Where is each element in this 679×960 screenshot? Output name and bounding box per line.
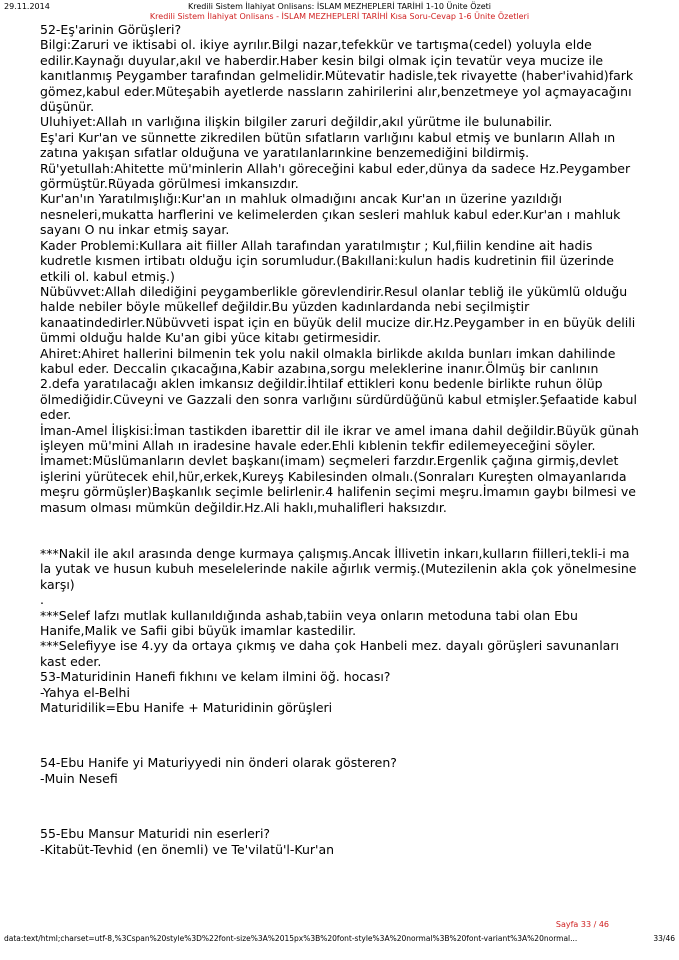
- note-selefiyye: ***Selefiyye ise 4.yy da ortaya çıkmış ve daha çok Hanbeli mez. dayalı görüşleri savunanları kast eder.: [40, 638, 619, 669]
- paragraph-kader: Kader Problemi:Kullara ait fiiller Allah tarafından yaratılmıştır ; Kul,fiilin kendine ait hadis kudretle kısmen irtibatı olduğu için sorumludur.(Bakıllani:kulun hadis kudretinin fiil üzerinde etkili ol. kabul etmiş.): [40, 237, 614, 284]
- paragraph-bilgi: Bilgi:Zaruri ve iktisabi ol. ikiye ayrılır.Bilgi nazar,tefekkür ve tartışma(cedel) yoluyla elde edilir.Kaynağı duyular,akıl ve haberdir.Haber kesin bilgi olmak için tevatür veya mucize ile kanıtlanmış Peygamber tarafından gelmelidir.Mütevatir hadisle,tek rivayette (haber'ivahid)fark gömez,kabul eder.Müteşabih ayetlerde nassların zahirilerini alır,benzetmeye yol açmayacağını düşünür.: [40, 37, 634, 115]
- document-subtitle: Kredili Sistem İlahiyat Onlisans - İSLAM MEZHEPLERİ TARİHİ Kısa Soru-Cevap 1-6 Ünite Özetleri: [149, 12, 530, 21]
- print-date: 29.11.2014: [4, 2, 50, 11]
- paragraph-nubuvvet: Nübüvvet:Allah dilediğini peygamberlikle görevlendirir.Resul olanlar tebliğ ile yükümlü olduğu halde nebiler böyle mükellef değildir.Bu yüzden kadınlardanda nebi seçilmiştir kanaatindedirler.Nübüvveti ispat için en büyük delil mucize dir.Hz.Peygamber in en büyük delili ümmi olduğu halde Ku'an gibi yüce kitabı getirmesidir.: [40, 283, 636, 346]
- note-selef: ***Selef lafzı mutlak kullanıldığında ashab,tabiin veya onların metoduna tabi olan Ebu Hanife,Malik ve Safii gibi büyük imamlar kastedilir.: [40, 607, 578, 639]
- question-55: 55-Ebu Mansur Maturidi nin eserleri?: [40, 826, 271, 842]
- question-52: 52-Eş'arinin Görüşleri?: [40, 22, 182, 37]
- note-nakil-akil: ***Nakil ile akıl arasında denge kurmaya çalışmış.Ancak İllivetin inkarı,kulların fiilleri,tekli-i ma la yutak ve husun kubuh meselelerinde nakile ağırlık vermiş.(Mutezilenin akla çok yönelmesine karşı): [40, 546, 637, 592]
- question-54: 54-Ebu Hanife yi Maturiyyedi nin önderi olarak gösteren?: [40, 755, 397, 771]
- spacer: [40, 786, 640, 826]
- answer-53: -Yahya el-Belhi: [40, 684, 130, 700]
- paragraph-sifatlar: Eş'ari Kur'an ve sünnette zikredilen bütün sıfatların varlığını kabul etmiş ve bunların Allah ın zatına yakışan sıfatlar olduğuna ve yaratılanlarınkine benzemediğini bildirmiş.: [40, 129, 616, 161]
- paragraph-kuran: Kur'an'ın Yaratılmışlığı:Kur'an ın mahluk olmadığını ancak Kur'an ın üzerine yazıldığı nesneleri,mukatta harflerini ve kelimelerden çıkan sesleri mahluk kabul eder.Kur'an ı mahluk sayanı O nu inkar etmiş sayar.: [40, 191, 621, 238]
- note-dot: .: [40, 592, 44, 608]
- paragraph-ahiret: Ahiret:Ahiret hallerini bilmenin tek yolu nakil olmakla birlikde akılda bunları imkan dahilinde kabul eder. Deccalin çıkacağına,Kabir azabına,sorgu meleklerine inanır.Ölmüş bir canlının 2.defa yaratılacağı aklen imkansız değildir.İhtilaf ettikleri konu bedenle birlikte ruhun ölüp ölmediğidir.Cüveyni ve Gazzali den sonra varlığını sürdürdüğünü kabul etmişler.Şefaatide kabul eder.: [40, 345, 637, 423]
- question-53: 53-Maturidinin Hanefi fıkhını ve kelam ilmini öğ. hocası?: [40, 669, 391, 685]
- print-footer-page: 33/46: [653, 934, 675, 943]
- document-body: [40, 22, 640, 857]
- paragraph-ruyetullah: Rü'yetullah:Ahitette mü'minlerin Allah'ı göreceğini kabul eder,dünya da sadece Hz.Peygamber görmüştür.Rüyada görülmesi imkansızdır.: [40, 160, 631, 192]
- answer-55: -Kitabüt-Tevhid (en önemli) ve Te'vilatü'l-Kur'an: [40, 841, 335, 857]
- paragraph-uluhiyet: Uluhiyet:Allah ın varlığına ilişkin bilgiler zaruri değildir,akıl yürütme ile bulunabilir.: [40, 114, 553, 130]
- answer-54: -Muin Nesefi: [40, 770, 118, 786]
- spacer: [40, 715, 640, 755]
- page-counter: Sayfa 33 / 46: [555, 920, 609, 929]
- print-footer-url: data:text/html;charset=utf-8,%3Cspan%20style%3D%22font-size%3A%2015px%3B%20font-style%3A%20normal%3B%20font-variant%3A%20normal...: [4, 934, 578, 943]
- paragraph-iman-amel: İman-Amel İlişkisi:İman tastikden ibarettir dil ile ikrar ve amel imana dahil değildir.Büyük günah işleyen mü'mini Allah ın iradesine havale eder.Ehli kıblenin tekfir edilemeyeceğini söyler.: [40, 422, 639, 453]
- print-header-title: Kredili Sistem İlahiyat Onlisans: İSLAM MEZHEPLERİ TARİHİ 1-10 Ünite Özeti: [188, 2, 491, 11]
- paragraph-imamet: İmamet:Müslümanların devlet başkanı(imam) seçmeleri farzdır.Ergenlik çağına girmiş,devlet işlerini yürütecek ehil,hür,erkek,Kureyş Kabilesinden olmalı.(Sonraları Kureşten olmayanlarıda meşru görmüşler)Başkanlık seçimle belirlenir.4 halifenin seçimi meşru.İmamın gaybı bilmesi ve masum olması mümkün değildir.Hz.Ali haklı,muhalifleri haksızdır.: [40, 453, 636, 515]
- spacer: [40, 515, 640, 546]
- maturidilik-formula: Maturidilik=Ebu Hanife + Maturidinin görüşleri: [40, 700, 333, 716]
